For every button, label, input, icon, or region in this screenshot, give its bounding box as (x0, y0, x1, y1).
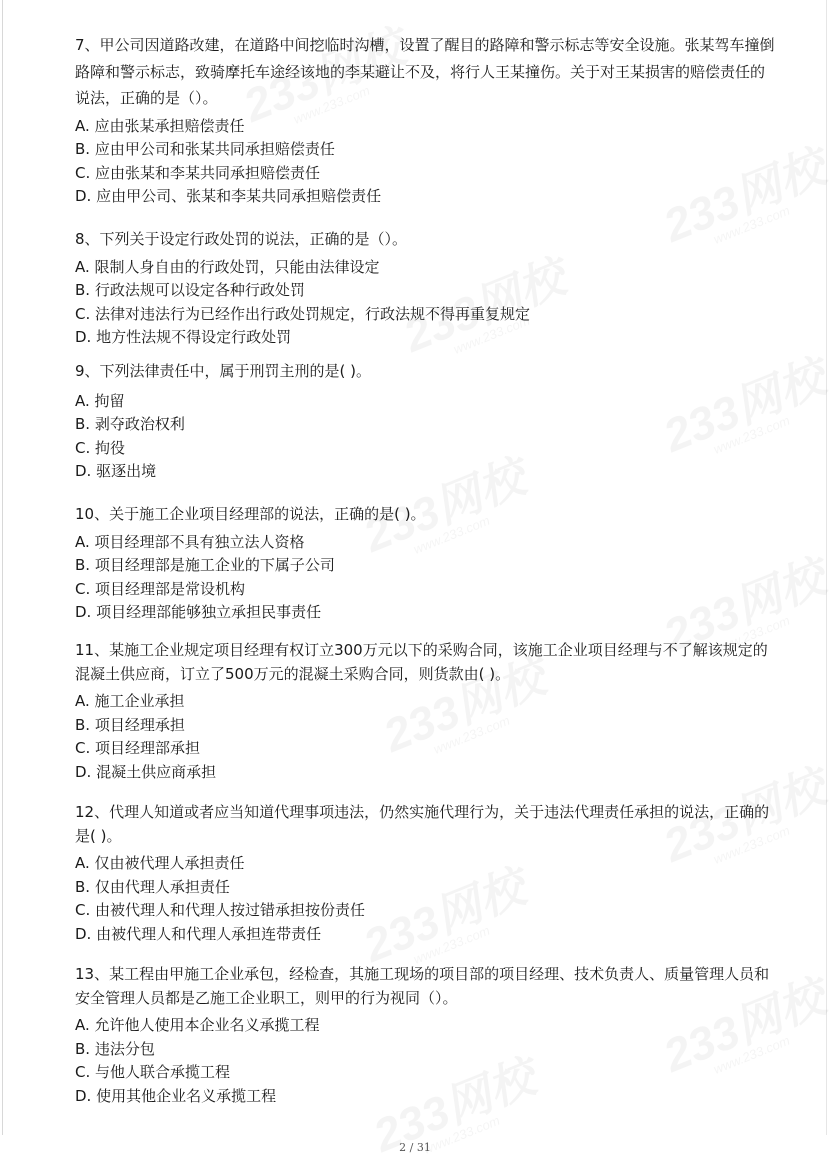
option-c: C. 拘役 (75, 438, 126, 457)
option-b: B. 违法分包 (75, 1039, 155, 1058)
question-10 (75, 501, 775, 625)
option-d: D. 驱逐出境 (75, 462, 157, 480)
option-c: C. 应由张某和李某共同承担赔偿责任 (75, 163, 321, 182)
question-13 (75, 963, 775, 1108)
question-9 (75, 358, 775, 484)
option-c: C. 项目经理部是常设机构 (75, 579, 246, 598)
question-11 (75, 639, 775, 784)
question-stem: 9、下列法律责任中，属于刑罚主刑的是( )。 (75, 362, 372, 380)
page-left-border (2, 0, 3, 1135)
question-stem: 13、某工程由甲施工企业承包，经检查，其施工现场的项目部的项目经理、技术负责人、质量管理人员和安全管理人员都是乙施工企业职工，则甲的行为视同（）。 (75, 965, 770, 1007)
option-b: B. 项目经理部是施工企业的下属子公司 (75, 556, 335, 574)
option-b: B. 仅由代理人承担责任 (75, 877, 230, 896)
page-right-border (826, 0, 827, 1135)
option-a: A. 允许他人使用本企业名义承揽工程 (75, 1016, 320, 1034)
option-d: D. 地方性法规不得设定行政处罚 (75, 328, 292, 346)
option-c: C. 由被代理人和代理人按过错承担按份责任 (75, 901, 366, 919)
option-c: C. 项目经理部承担 (75, 739, 201, 757)
option-c: C. 与他人联合承揽工程 (75, 1063, 231, 1081)
option-b: B. 剥夺政治权利 (75, 415, 185, 433)
option-c: C. 法律对违法行为已经作出行政处罚规定，行政法规不得再重复规定 (75, 304, 531, 323)
option-d: D. 使用其他企业名义承揽工程 (75, 1086, 277, 1105)
question-stem: 12、代理人知道或者应当知道代理事项违法，仍然实施代理行为，关于违法代理责任承担的说法，正确的是( )。 (75, 803, 770, 845)
question-stem: 10、关于施工企业项目经理部的说法，正确的是( )。 (75, 505, 426, 523)
question-stem: 7、甲公司因道路改建，在道路中间挖临时沟槽，设置了醒目的路障和警示标志等安全设施。张某驾车撞倒路障和警示标志，致骑摩托车途经该地的李某避让不及，将行人王某撞伤。关于对王某损害的赔偿责任的说法，正确的是（）。 (75, 36, 775, 107)
question-stem: 8、下列关于设定行政处罚的说法，正确的是（）。 (75, 230, 408, 248)
question-8 (75, 226, 775, 350)
question-12 (75, 801, 775, 946)
page-number: 2 / 31 (399, 1141, 431, 1154)
option-d: D. 项目经理部能够独立承担民事责任 (75, 603, 322, 621)
option-a: A. 施工企业承担 (75, 692, 185, 710)
option-a: A. 应由张某承担赔偿责任 (75, 116, 245, 135)
option-b: B. 行政法规可以设定各种行政处罚 (75, 281, 305, 299)
option-d: D. 由被代理人和代理人承担连带责任 (75, 924, 322, 943)
option-a: A. 项目经理部不具有独立法人资格 (75, 532, 305, 551)
option-d: D. 混凝土供应商承担 (75, 762, 217, 781)
option-b: B. 应由甲公司和张某共同承担赔偿责任 (75, 140, 335, 158)
option-a: A. 限制人身自由的行政处罚，只能由法律设定 (75, 257, 380, 276)
option-a: A. 仅由被代理人承担责任 (75, 854, 245, 872)
question-7 (75, 32, 775, 209)
option-d: D. 应由甲公司、张某和李某共同承担赔偿责任 (75, 187, 382, 205)
question-stem: 11、某施工企业规定项目经理有权订立300万元以下的采购合同，该施工企业项目经理与不了解该规定的混凝土供应商，订立了500万元的混凝土采购合同，则货款由( )。 (75, 641, 768, 683)
option-a: A. 拘留 (75, 391, 125, 410)
option-b: B. 项目经理承担 (75, 715, 185, 734)
